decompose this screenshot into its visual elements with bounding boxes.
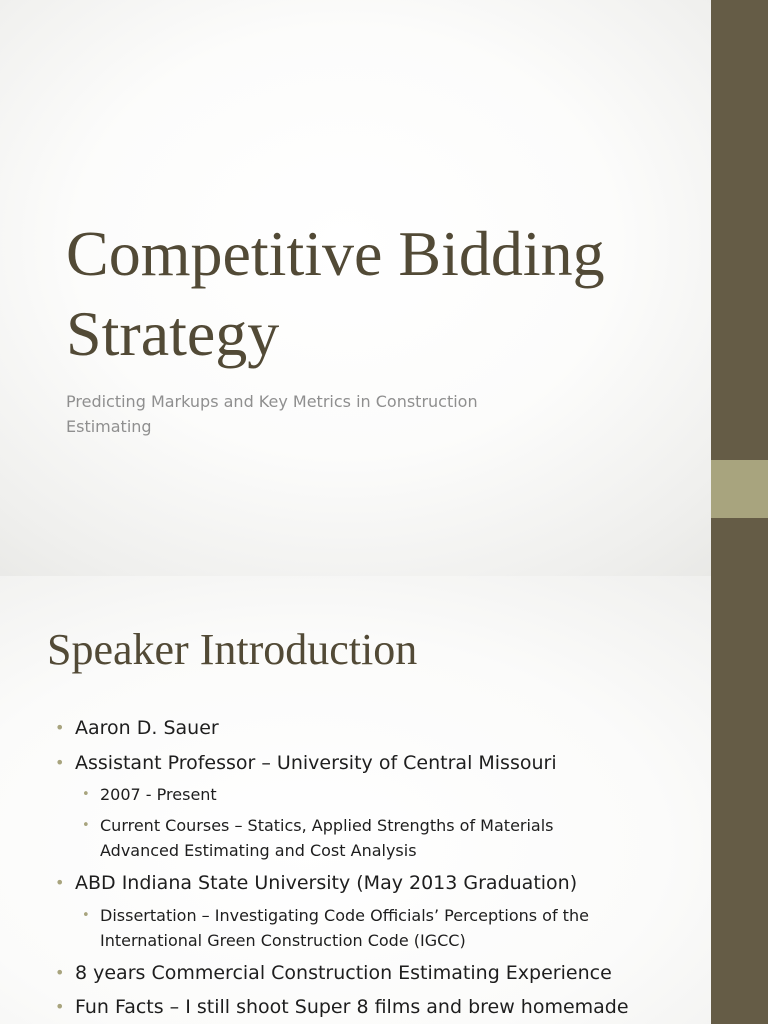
bullet-fun-facts: • Fun Facts – I still shoot Super 8 films and brew homemade [55, 996, 629, 1018]
bullet-dot-icon: • [55, 873, 65, 892]
sidebar-bar [711, 576, 768, 1024]
slide-subtitle [66, 389, 556, 439]
sub-bullet-courses: • Current Courses – Statics, Applied Strengths of Materials [100, 813, 554, 838]
bullet-dot-icon: • [55, 718, 65, 737]
bullet-dot-icon: • [82, 787, 90, 802]
bullet-position: • Assistant Professor – University of Central Missouri [55, 752, 557, 774]
bullet-dot-icon: • [82, 908, 90, 923]
bullet-dot-icon: • [55, 753, 65, 772]
sub-bullet-dissertation-continued: International Green Construction Code (IGCC) [100, 931, 466, 950]
slide-subtitle-line-2: Estimating [66, 417, 152, 436]
slide-heading: Speaker Introduction [47, 625, 418, 674]
sidebar-accent-block [711, 460, 768, 518]
speaker-introduction-slide [0, 576, 768, 1024]
bullet-speaker-name: • Aaron D. Sauer [55, 717, 219, 739]
bullet-education: • ABD Indiana State University (May 2013 Graduation) [55, 872, 578, 894]
slide-subtitle-line-1: Predicting Markups and Key Metrics in Construction [66, 392, 478, 411]
bullet-experience: • 8 years Commercial Construction Estimating Experience [55, 962, 612, 984]
slide-title [66, 214, 696, 374]
bullet-dot-icon: • [55, 997, 65, 1016]
sub-bullet-dissertation: • Dissertation – Investigating Code Officials’ Perceptions of the [100, 903, 589, 928]
slide-title-line-1: Competitive Bidding [66, 218, 605, 289]
bullet-dot-icon: • [55, 963, 65, 982]
sub-bullet-courses-continued: Advanced Estimating and Cost Analysis [100, 841, 417, 860]
bullet-list [0, 576, 711, 1024]
sub-bullet-years: • 2007 - Present [100, 782, 217, 807]
slide-title-line-2: Strategy [66, 298, 280, 369]
bullet-dot-icon: • [82, 818, 90, 833]
